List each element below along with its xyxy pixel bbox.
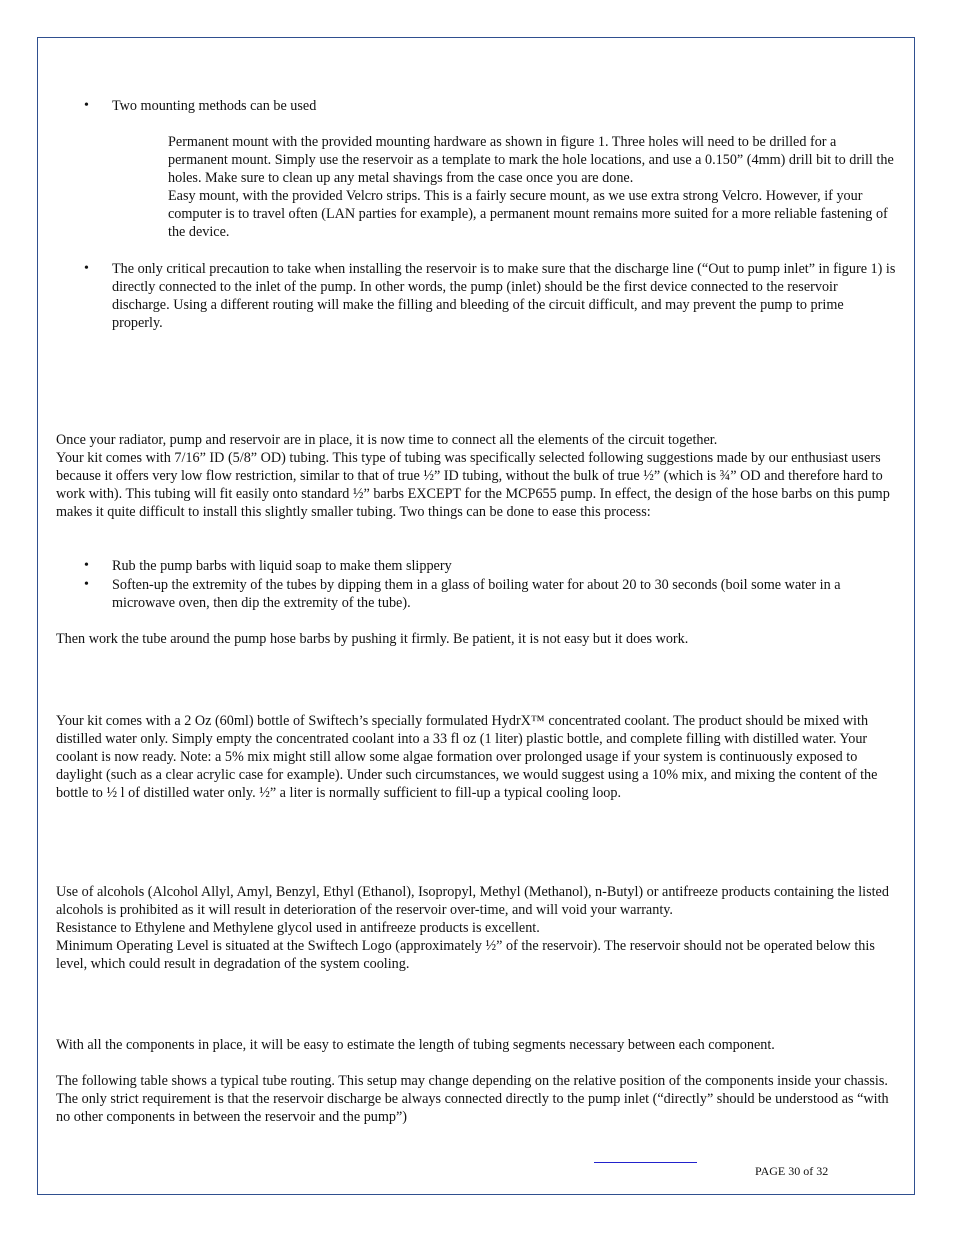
bullet-dot: •: [84, 577, 89, 592]
bullet-dot: •: [84, 261, 89, 276]
coolant-paragraph: Your kit comes with a 2 Oz (60ml) bottle of Swiftech’s specially formulated HydrX™ concentrated coolant. The product should be mixed with distilled water only. Simply empty the concentrated coolant into a 33 fl oz (1 liter) plastic bottle, and complete filling with distilled water. Your coolant is now ready. Note: a 5% mix might still allow some algae formation over prolonged usage if your system is continuously exposed to daylight (such as a clear acrylic case for example). Under such circumstances, we would suggest using a 10% mix, and mixing the content of the bottle to ½ l of distilled water only. ½” a liter is normally sufficient to fill-up a typical cooling loop.: [56, 713, 878, 801]
page-number: PAGE 30 of 32: [755, 1164, 829, 1178]
tubing-intro-1: Once your radiator, pump and reservoir are in place, it is now time to connect all the elements of the circuit together.: [56, 432, 718, 448]
permanent-mount-text: Permanent mount with the provided mounting hardware as shown in figure 1. Three holes will need to be drilled for a permanent mount. Simply use the reservoir as a template to mark the hole locations, and use a 0.150” (4mm) drill bit to drill the holes. Make sure to clean up any metal shavings from the case once you are done.: [168, 134, 894, 186]
routing-paragraph-1: With all the components in place, it will be easy to estimate the length of tubing segments necessary between each component.: [56, 1037, 775, 1053]
mounting-methods-item: Two mounting methods can be used: [112, 98, 317, 114]
routing-paragraph-2: The following table shows a typical tube routing. This setup may change depending on the relative position of the components inside your chassis. The only strict requirement is that the reservoir discharge be always connected directly to the pump inlet (“directly” should be understood as “with no other components in between the reservoir and the pump”): [56, 1073, 889, 1125]
tubing-closing: Then work the tube around the pump hose barbs by pushing it firmly. Be patient, it is not easy but it does work.: [56, 631, 689, 647]
alcohol-warning: Use of alcohols (Alcohol Allyl, Amyl, Benzyl, Ethyl (Ethanol), Isopropyl, Methyl (Methanol), n-Butyl) or antifreeze products containing the listed alcohols is prohibited as it will result in deterioration of the reservoir over-time, and will void your warranty.: [56, 884, 889, 918]
bullet-dot: •: [84, 98, 89, 113]
tip-soap: Rub the pump barbs with liquid soap to make them slippery: [112, 558, 452, 574]
tubing-intro-2: Your kit comes with 7/16” ID (5/8” OD) tubing. This type of tubing was specifically selected following suggestions made by our enthusiast users because it offers very low flow restriction, similar to that of true ½” ID tubing, without the bulk of true ½” (which is ¾” OD and therefore hard to work with). This tubing will fit easily onto standard ½” barbs EXCEPT for the MCP655 pump. In effect, the design of the hose barbs on this pump makes it quite difficult to install this slightly smaller tubing. Two things can be done to ease this process:: [56, 450, 890, 520]
bullet-dot: •: [84, 558, 89, 573]
precaution-item: The only critical precaution to take when installing the reservoir is to make sure that the discharge line (“Out to pump inlet” in figure 1) is directly connected to the inlet of the pump. In other words, the pump (inlet) should be the first device connected to the reservoir discharge. Using a different routing will make the filling and bleeding of the circuit difficult, and may prevent the pump to prime properly.: [112, 261, 896, 331]
footer-link-underline[interactable]: [594, 1162, 697, 1163]
minimum-level: Minimum Operating Level is situated at the Swiftech Logo (approximately ½” of the reservoir). The reservoir should not be operated below this level, which could result in degradation of the system cooling.: [56, 938, 875, 972]
glycol-resistance: Resistance to Ethylene and Methylene glycol used in antifreeze products is excellent.: [56, 920, 540, 936]
tip-boiling-water: Soften-up the extremity of the tubes by dipping them in a glass of boiling water for about 20 to 30 seconds (boil some water in a microwave oven, then dip the extremity of the tube).: [112, 577, 841, 611]
easy-mount-text: Easy mount, with the provided Velcro strips. This is a fairly secure mount, as we use extra strong Velcro. However, if your computer is to travel often (LAN parties for example), a permanent mount remains more suited for a more reliable fastening of the device.: [168, 188, 888, 240]
